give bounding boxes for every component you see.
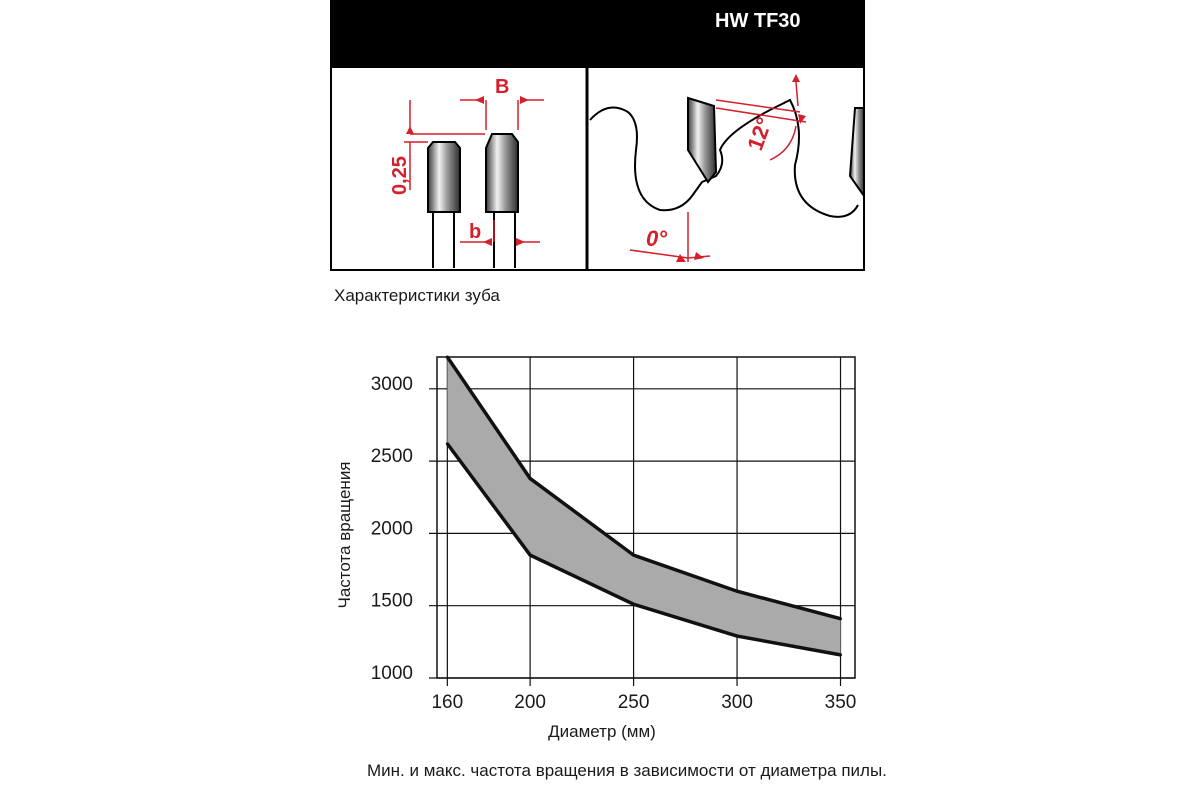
y-tick-label: 1500 bbox=[370, 590, 413, 612]
x-tick-label: 250 bbox=[617, 692, 650, 713]
y-tick-label: 1000 bbox=[370, 663, 413, 684]
min-point bbox=[529, 554, 532, 557]
dim-label-B: B bbox=[495, 76, 510, 98]
dim-label-height: 0,25 bbox=[389, 156, 411, 195]
x-tick-label: 200 bbox=[514, 692, 546, 713]
min-point bbox=[839, 653, 842, 656]
max-point bbox=[839, 617, 842, 620]
y-axis-label: Частота вращения bbox=[335, 461, 354, 609]
angle-label-0: 0° bbox=[646, 226, 668, 251]
tooth-diagram bbox=[330, 0, 865, 272]
max-point bbox=[446, 356, 449, 359]
x-tick-label: 350 bbox=[824, 692, 857, 713]
x-tick-label: 300 bbox=[721, 692, 753, 713]
min-point bbox=[632, 603, 635, 606]
tooth-caption: Характеристики зуба bbox=[334, 286, 500, 305]
max-point bbox=[736, 590, 739, 593]
x-tick-labels bbox=[431, 692, 856, 713]
max-point bbox=[632, 554, 635, 557]
dim-label-b: b bbox=[469, 221, 482, 243]
x-tick-label: 160 bbox=[431, 692, 464, 713]
rpm-range-band bbox=[447, 357, 840, 655]
rpm-chart bbox=[330, 350, 870, 750]
min-point bbox=[736, 635, 739, 638]
y-tick-label: 2000 bbox=[370, 518, 413, 540]
y-tick-label: 3000 bbox=[370, 373, 413, 395]
angle-label-12: 12° bbox=[742, 113, 778, 154]
x-axis-label: Диаметр (мм) bbox=[548, 722, 656, 741]
chart-caption: Мин. и макс. частота вращения в зависимости от диаметра пилы. bbox=[367, 761, 887, 780]
min-point bbox=[446, 442, 449, 445]
y-tick-label: 2500 bbox=[370, 446, 413, 468]
y-tick-labels bbox=[371, 374, 413, 684]
diagram-title: HW TF30 bbox=[715, 10, 801, 32]
max-point bbox=[529, 477, 532, 480]
